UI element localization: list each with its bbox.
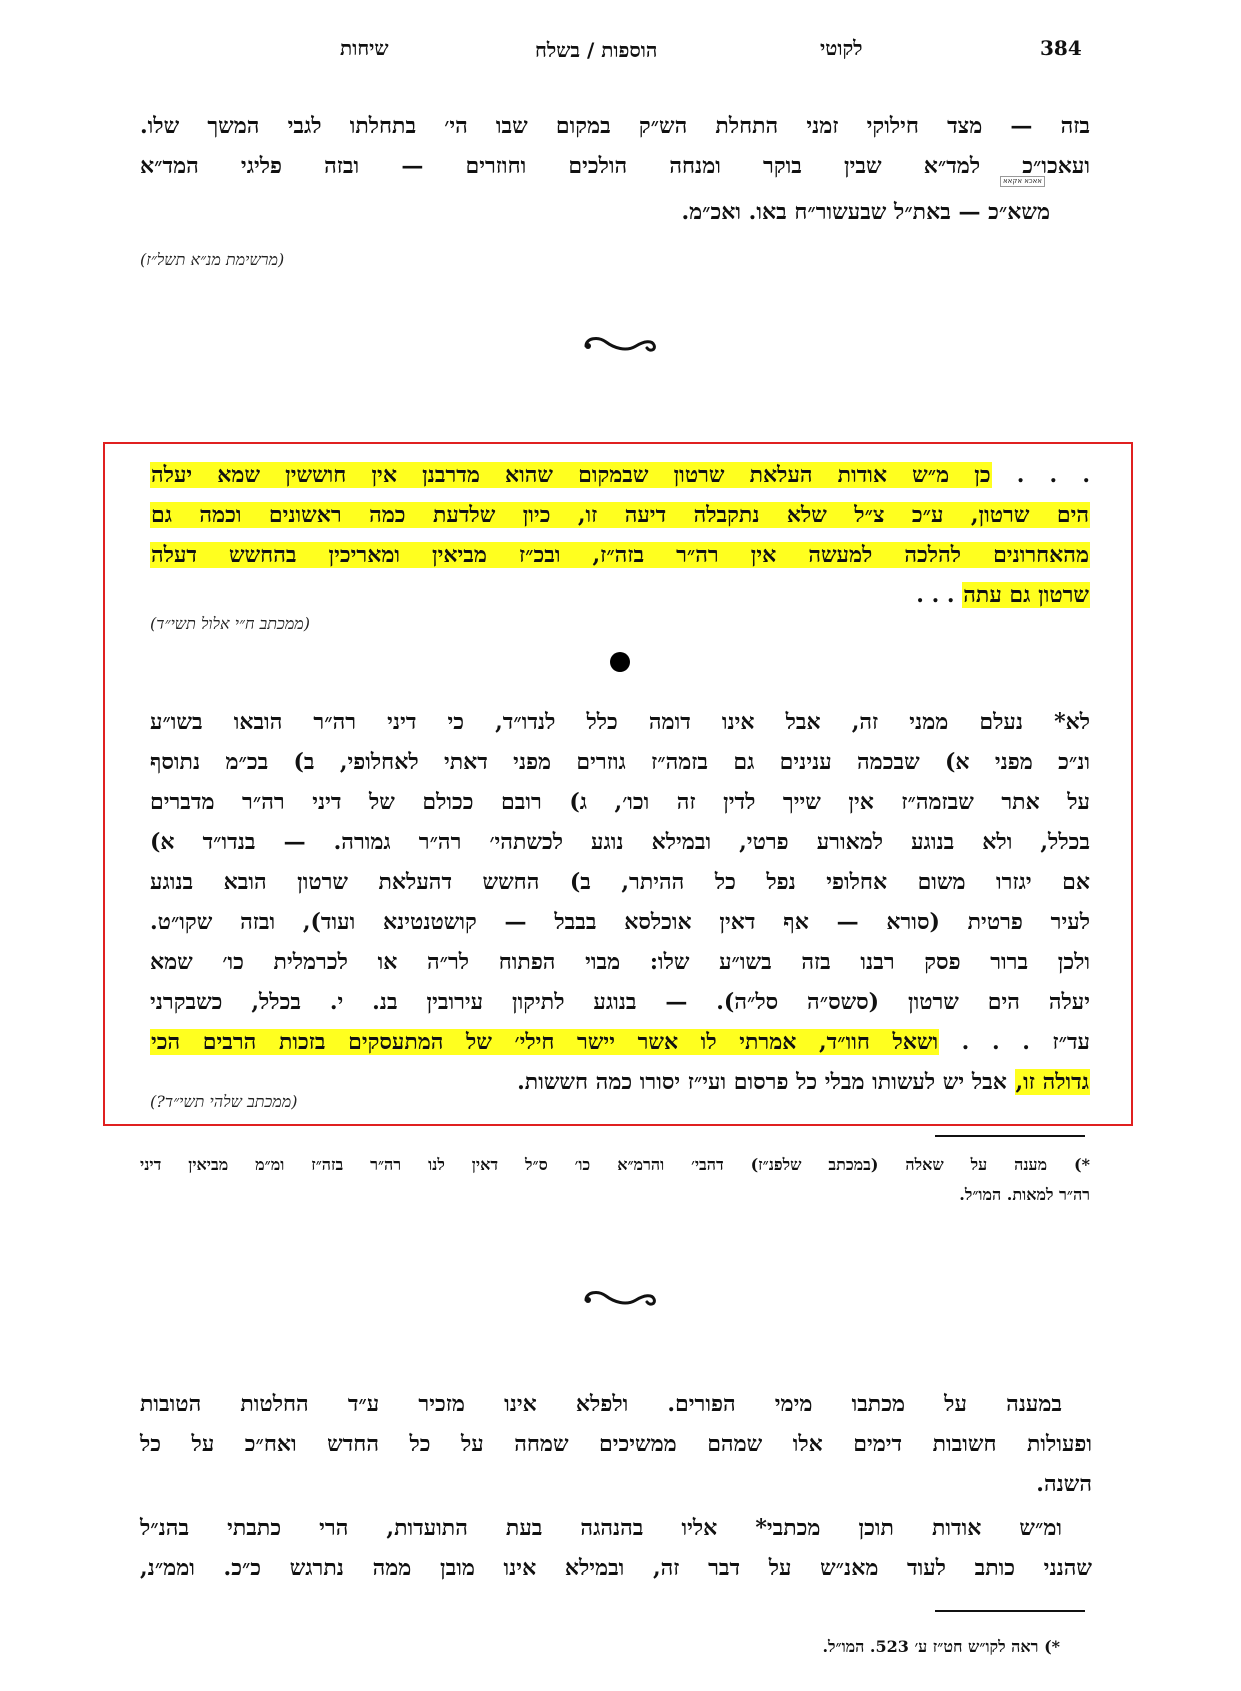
s2p1-line-1: . . . כן מ״ש אודות העלאת שרטון שבמקום שהוא מדרבנן אין חוששין שמא יעלה xyxy=(151,462,1090,488)
s2p2-line: ונ״כ מפני א) שבכמה ענינים גם בזמה״ז גוזרים מפני דאתי לאחלופי, ב) בכ״מ נתוסף xyxy=(150,749,1090,775)
section3-paragraph-1 xyxy=(140,1384,1092,1504)
ornament-divider-icon xyxy=(580,1284,660,1314)
s2p2-line: בכלל, ולא בנוגע למאורע פרטי, ובמילא נוגע לכשתהי׳ רה״ר גמורה. — בנדו״ד א) xyxy=(150,829,1090,855)
s2p2-line: ולכן ברור פסק רבנו בזה בשו״ע שלו: מבוי הפתוח לר״ה או לכרמלית כו׳ שמא xyxy=(150,949,1090,975)
section2-source-2: (ממכתב שלהי תשי״ד?) xyxy=(150,1092,298,1111)
section1-line-3: משא״כ — באת״ל שבעשור״ח באו. ואכ״מ. xyxy=(681,199,1050,225)
section2-paragraph-1 xyxy=(150,455,1090,615)
s2p2-line: יעלה הים שרטון (סשס״ה סל״ה). — בנוגע לתיקון עירובין בנ. י. בכלל, כשבקרני xyxy=(150,989,1090,1015)
footnote-1-line-1: *) מענה על שאלה (במכתב שלפנ״ז) דהבי׳ והרמ״א כו׳ ס״ל דאין לנו רה״ר בזה״ז ומ״מ מביאין דיני xyxy=(140,1155,1090,1174)
highlight: ושאל חוו״ד, אמרתי לו אשר יישר חילי׳ של המתעסקים בזכות הרבים הכי xyxy=(151,1029,939,1055)
highlight: כן מ״ש אודות העלאת שרטון שבמקום שהוא מדרבנן אין חוששין שמא יעלה xyxy=(151,462,991,488)
s2p2-line: לא* נעלם ממני זה, אבל אינו דומה כלל לנדו״ד, כי דיני רה״ר הובאו בשו״ע xyxy=(150,709,1090,735)
ornament-divider-icon xyxy=(580,330,660,360)
s3p1-line: השנה. xyxy=(1036,1471,1092,1497)
s2p2-line: על אתר שבזמה״ז אין שייך לדין זה וכו׳, ג) רובם ככולם של דיני רה״ר מדברים xyxy=(150,789,1090,815)
section1-text xyxy=(140,106,1090,232)
s2p2-line-last: גדולה זו, אבל יש לעשותו מבלי כל פרסום ועי״ז יסורו כמה חששות. xyxy=(517,1069,1089,1095)
s2p1-line-3 xyxy=(150,535,1090,575)
s3p1-line: ופעולות חשובות דימים אלו שמהם ממשיכים שמחה על כל החדש ואח״כ על כל xyxy=(140,1431,1092,1457)
running-header-center: הוספות / בשלח xyxy=(535,38,658,62)
s2p1-line-4: שרטון גם עתה . . . xyxy=(916,582,1089,608)
highlight: מהאחרונים להלכה למעשה אין רה״ר בזה״ז, ובכ״ז מביאין ומאריכין בהחשש דעלה xyxy=(151,542,1089,568)
page-number: 384 xyxy=(1040,36,1082,60)
highlight: גדולה זו, xyxy=(1015,1069,1089,1095)
ocr-stamp: אאכא אקאא xyxy=(1000,176,1045,187)
s2p2-line: לעיר פרטית (סורא — אף דאין אוכלסא בבבל — קושטנטינא ועוד), ובזה שקו״ט. xyxy=(150,909,1090,935)
s3p2-line: ומ״ש אודות תוכן מכתבי* אליו בהנהגה בעת התועדות, הרי כתבתי בהנ״ל xyxy=(140,1515,1062,1541)
s2p2-line-highlight: עד״ז . . . ושאל חוו״ד, אמרתי לו אשר יישר חילי׳ של המתעסקים בזכות הרבים הכי xyxy=(151,1029,1090,1055)
s3p1-line: במענה על מכתבו מימי הפורים. ולפלא אינו מזכיר ע״ד החלטות הטובות xyxy=(140,1391,1062,1417)
section2-paragraph-2 xyxy=(150,702,1090,1102)
section3-paragraph-2 xyxy=(140,1508,1092,1588)
running-header-left: שיחות xyxy=(340,36,389,60)
section2-source-1: (ממכתב ח״י אלול תשי״ד) xyxy=(150,614,311,633)
footnote-rule-2 xyxy=(935,1610,1085,1612)
highlight: שרטון גם עתה xyxy=(963,582,1089,608)
highlight: הים שרטון, ע״כ צ״ל שלא נתקבלה דיעה זו, כיון שלדעת כמה ראשונים וכמה גם xyxy=(151,502,1089,528)
footnote-1 xyxy=(140,1150,1090,1210)
section1-line-2: ועאכו״כ למד״א שבין בוקר ומנחה הולכים וחוזרים — ובזה פליגי המד״א xyxy=(140,153,1090,179)
s2p1-line-2 xyxy=(150,495,1090,535)
section1-source: (מרשימת מנ״א תשל״ז) xyxy=(140,250,285,269)
footnote-1-line-2: רה״ר למאות. המו״ל. xyxy=(959,1185,1090,1204)
s3p2-line: שהנני כותב לעוד מאנ״ש על דבר זה, ובמילא אינו מובן ממה נתרגש כ״כ. וממ״נ, xyxy=(140,1555,1092,1581)
s2p2-line: אם יגזרו משום אחלופי נפל כל ההיתר, ב) החשש דהעלאת שרטון הובא בנוגע xyxy=(150,869,1090,895)
section1-line-1: בזה — מצד חילוקי זמני התחלת הש״ק במקום שבו הי׳ בתחלתו לגבי המשך שלו. xyxy=(140,113,1090,139)
footnote-2: *) ראה לקו״ש חט״ז ע׳ 523. המו״ל. xyxy=(822,1637,1060,1656)
footnote-rule-1 xyxy=(935,1135,1085,1137)
section-bullet-icon xyxy=(610,652,630,672)
running-header-right: לקוטי xyxy=(820,36,863,60)
